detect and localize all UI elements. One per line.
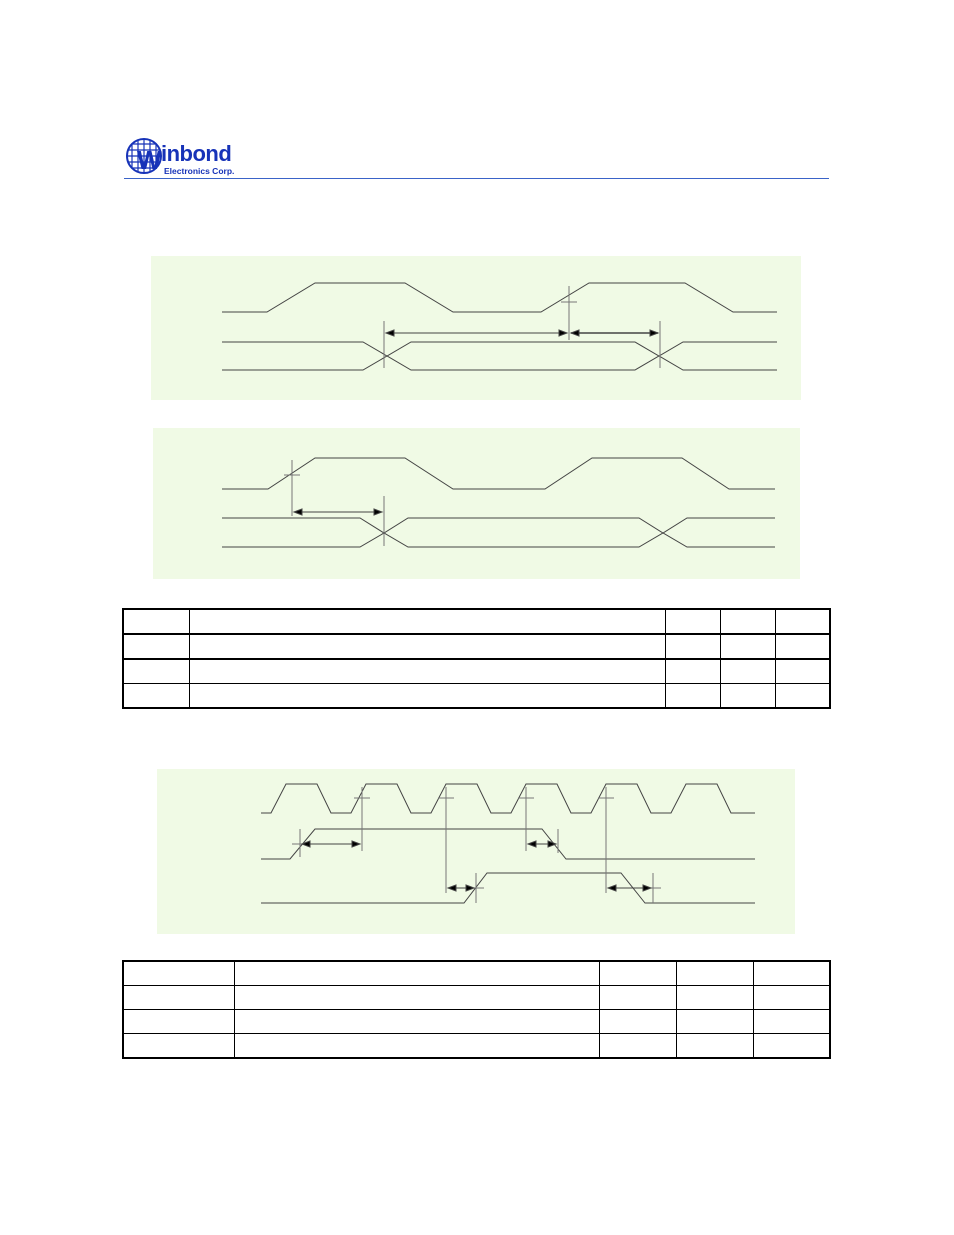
table-row xyxy=(123,659,830,684)
arrow-head xyxy=(302,841,310,847)
brand-name: inbond xyxy=(161,141,232,166)
table-cell xyxy=(599,961,676,986)
data-bus-upper xyxy=(222,342,777,356)
table-row xyxy=(123,684,830,709)
timing-diagram-2-svg xyxy=(153,428,800,579)
timing-diagram-3-svg xyxy=(157,769,795,934)
table-cell xyxy=(123,659,189,684)
clock-waveform xyxy=(261,784,755,813)
arrow-head xyxy=(608,885,616,891)
table-cell xyxy=(189,684,665,709)
table-row xyxy=(123,609,830,634)
table-cell xyxy=(599,1010,676,1034)
table-cell xyxy=(720,684,775,709)
logo-letter: W xyxy=(137,145,162,175)
data-bus-lower xyxy=(222,356,777,370)
table-cell xyxy=(754,1010,830,1034)
arrow-head xyxy=(571,330,579,336)
table-row xyxy=(123,986,830,1010)
table-cell xyxy=(189,609,665,634)
brand-subtitle: Electronics Corp. xyxy=(164,166,235,176)
table-cell xyxy=(234,1034,599,1059)
table-row xyxy=(123,1010,830,1034)
arrow-head xyxy=(528,841,536,847)
table-cell xyxy=(754,1034,830,1059)
arrow-head xyxy=(294,509,302,515)
table-cell xyxy=(234,986,599,1010)
table-cell xyxy=(677,961,754,986)
table-cell xyxy=(123,986,234,1010)
table-cell xyxy=(754,961,830,986)
signal-b-waveform xyxy=(261,873,755,903)
table-cell xyxy=(123,609,189,634)
data-bus-upper xyxy=(222,518,775,533)
arrow-head xyxy=(466,885,474,891)
table-cell xyxy=(123,1010,234,1034)
table-cell xyxy=(754,986,830,1010)
table-cell xyxy=(189,634,665,659)
timing-diagram-1-svg xyxy=(151,256,801,400)
table-cell xyxy=(123,961,234,986)
table-row xyxy=(123,1034,830,1059)
table-row xyxy=(123,961,830,986)
table-cell xyxy=(775,609,830,634)
arrow-head xyxy=(374,509,382,515)
clock-waveform xyxy=(222,283,777,312)
arrow-head xyxy=(386,330,394,336)
arrow-head xyxy=(559,330,567,336)
data-bus-lower xyxy=(222,533,775,547)
table-cell xyxy=(720,634,775,659)
globe-logo-icon xyxy=(124,136,164,178)
table-cell xyxy=(234,1010,599,1034)
clock-waveform xyxy=(222,458,775,489)
arrow-head xyxy=(643,885,651,891)
table-cell xyxy=(189,659,665,684)
table-cell xyxy=(665,609,720,634)
table-row xyxy=(123,634,830,659)
arrow-head xyxy=(448,885,456,891)
table-cell xyxy=(677,1010,754,1034)
table-cell xyxy=(599,1034,676,1059)
arrow-head xyxy=(650,330,658,336)
table-cell xyxy=(720,609,775,634)
timing-diagram-3 xyxy=(157,769,795,934)
table-cell xyxy=(720,659,775,684)
timing-diagram-1 xyxy=(151,256,801,400)
table-cell xyxy=(123,1034,234,1059)
table-cell xyxy=(123,634,189,659)
header-rule xyxy=(124,178,829,179)
arrow-head xyxy=(352,841,360,847)
table-cell xyxy=(123,684,189,709)
table-cell xyxy=(665,634,720,659)
timing-diagram-2 xyxy=(153,428,800,579)
table-cell xyxy=(665,659,720,684)
table-cell xyxy=(599,986,676,1010)
table-cell xyxy=(677,1034,754,1059)
timing-table-1 xyxy=(122,608,831,709)
table-cell xyxy=(234,961,599,986)
table-cell xyxy=(775,659,830,684)
table-cell xyxy=(677,986,754,1010)
table-cell xyxy=(775,684,830,709)
table-cell xyxy=(775,634,830,659)
table-cell xyxy=(665,684,720,709)
timing-table-2 xyxy=(122,960,831,1059)
